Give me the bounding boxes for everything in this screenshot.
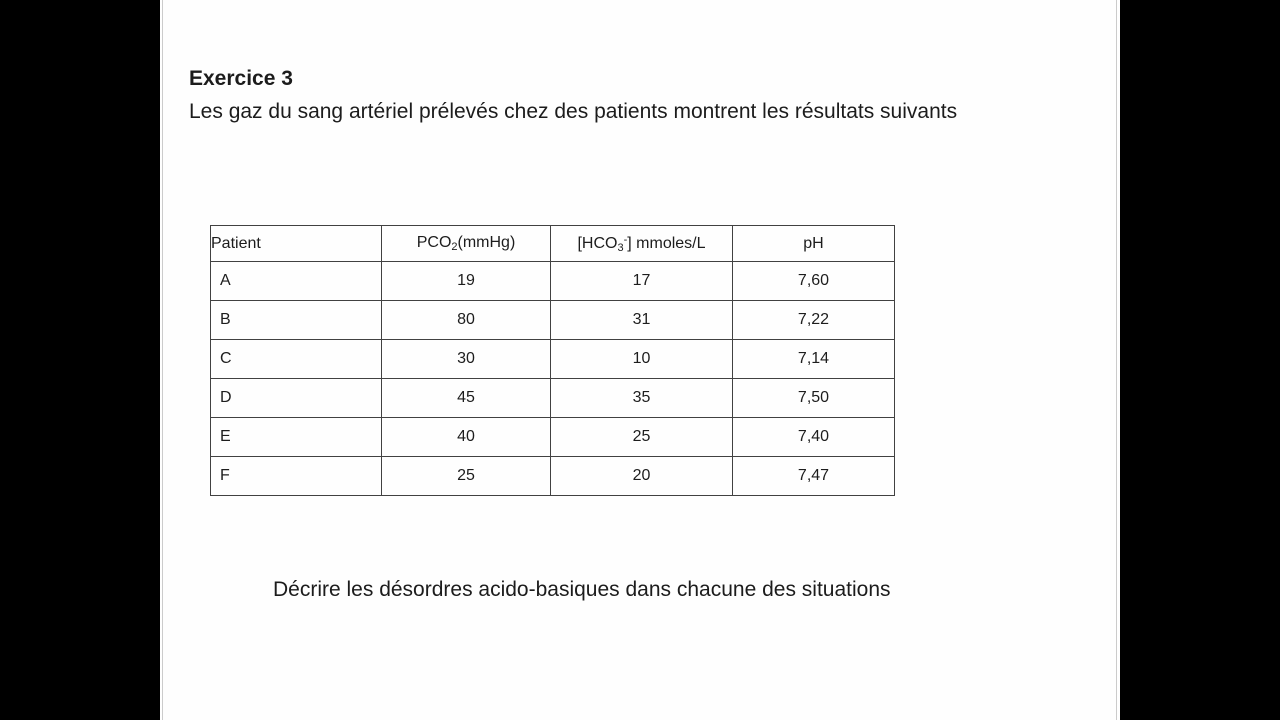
table-row	[211, 379, 895, 418]
header-hco3-superscript: -	[623, 233, 628, 246]
header-hco3	[551, 226, 733, 262]
table-header-row	[211, 226, 895, 262]
table-row	[211, 301, 895, 340]
header-pco2-unit: (mmHg)	[457, 234, 516, 251]
cell-ph: 7,40	[733, 418, 895, 457]
table-row	[211, 340, 895, 379]
header-pco2-subscript: 2	[451, 241, 458, 253]
cell-patient: B	[211, 301, 382, 340]
cell-ph: 7,50	[733, 379, 895, 418]
cell-pco2: 30	[382, 340, 551, 379]
cell-patient: F	[211, 457, 382, 496]
cell-ph: 7,14	[733, 340, 895, 379]
table-row	[211, 262, 895, 301]
cell-pco2: 40	[382, 418, 551, 457]
cell-hco3: 35	[551, 379, 733, 418]
header-hco3-unit: ] mmoles/L	[627, 234, 706, 252]
cell-ph: 7,47	[733, 457, 895, 496]
table-row	[211, 418, 895, 457]
cell-hco3: 10	[551, 340, 733, 379]
cell-hco3: 17	[551, 262, 733, 301]
exercise-subtitle: Les gaz du sang artériel prélevés chez des patients montrent les résultats suivants	[189, 100, 958, 123]
header-pco2-base: PCO	[416, 234, 452, 251]
cell-patient: D	[211, 379, 382, 418]
header-hco3-base: [HCO	[577, 234, 618, 252]
header-pco2	[382, 226, 551, 262]
cell-pco2: 45	[382, 379, 551, 418]
header-patient: Patient	[211, 226, 382, 262]
cell-patient: A	[211, 262, 382, 301]
document-page	[160, 0, 1120, 720]
exercise-title: Exercice 3	[189, 67, 293, 90]
exercise-header	[189, 62, 957, 128]
cell-pco2: 80	[382, 301, 551, 340]
cell-hco3: 25	[551, 418, 733, 457]
blood-gas-table	[210, 225, 895, 496]
cell-ph: 7,22	[733, 301, 895, 340]
header-ph: pH	[733, 226, 895, 262]
cell-patient: C	[211, 340, 382, 379]
header-hco3-subscript: 3	[617, 241, 624, 254]
cell-ph: 7,60	[733, 262, 895, 301]
exercise-instruction: Décrire les désordres acido-basiques dans chacune des situations	[273, 578, 891, 601]
cell-patient: E	[211, 418, 382, 457]
cell-pco2: 25	[382, 457, 551, 496]
cell-pco2: 19	[382, 262, 551, 301]
cell-hco3: 20	[551, 457, 733, 496]
cell-hco3: 31	[551, 301, 733, 340]
table-row	[211, 457, 895, 496]
